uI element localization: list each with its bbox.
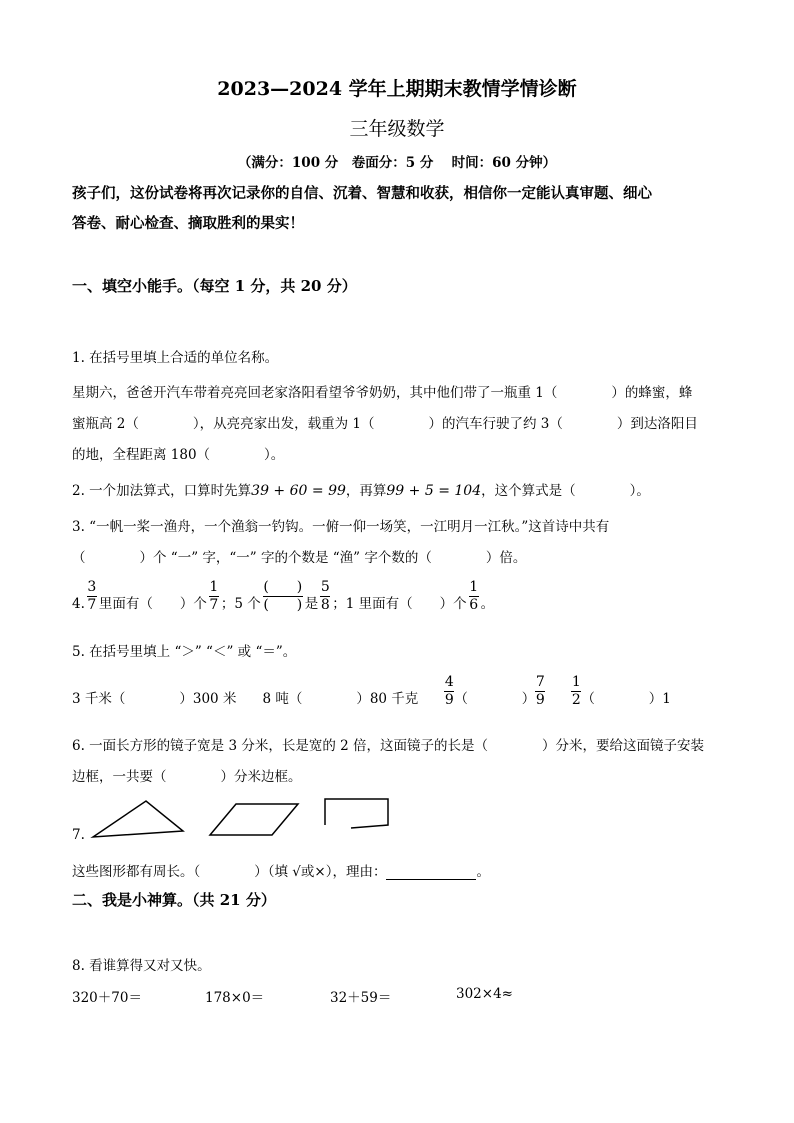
intro-line-2: 答卷、耐心检查、摘取胜利的果实！ xyxy=(72,215,304,232)
q5-items xyxy=(72,675,732,707)
q8-item-2: 178×0＝ xyxy=(205,990,265,1006)
q5-item-c-blank: （ ） xyxy=(454,691,536,708)
fraction-5-8: $\frac{5}{8}$ xyxy=(320,579,330,613)
fraction-1-6: $\frac{1}{6}$ xyxy=(469,579,479,613)
fraction-4-9: $\frac{4}{9}$ xyxy=(444,674,454,708)
q8-item-1: 320＋70＝ xyxy=(72,990,142,1006)
intro-line-1: 孩子们，这份试卷将再次记录你的自信、沉着、智慧和收获，相信你一定能认真审题、细心 xyxy=(72,185,652,202)
q2-pre: 2. 一个加法算式，口算时先算 xyxy=(72,483,252,499)
q8-stem: 8. 看谁算得又对又快。 xyxy=(72,958,211,974)
q3-line-2: （ ）个 “一” 字，“一” 字的个数是 “渔” 字个数的（ ）倍。 xyxy=(72,550,527,566)
q7-number: 7. xyxy=(72,827,85,843)
q4-text-2: ；5 个 xyxy=(220,596,261,613)
q5-item-b: 8 吨（ ）80 千克 xyxy=(262,691,419,708)
q2 xyxy=(72,479,650,499)
exam-info: （满分：100 分 卷面分：5 分 时间：60 分钟） xyxy=(237,155,557,171)
q4-number: 4. xyxy=(72,596,85,613)
q7-text: 这些图形都有周长。（ ）（填 √或×），理由： xyxy=(72,864,387,880)
triangle-shape xyxy=(93,801,183,837)
q7-end: 。 xyxy=(476,864,490,880)
reason-blank[interactable] xyxy=(386,865,476,880)
fraction-3-7: $\frac{3}{7}$ xyxy=(87,579,97,613)
fraction-1-2: $\frac{1}{2}$ xyxy=(571,674,581,708)
q7-line xyxy=(72,860,490,880)
q2-equation-1: 39 + 60 = 99 xyxy=(251,483,346,499)
q4-text-1: 里面有（ ）个 xyxy=(98,596,207,613)
exam-subject: 三年级数学 xyxy=(349,118,445,140)
q6-line-1: 6. 一面长方形的镜子宽是 3 分米，长是宽的 2 倍，这面镜子的长是（ ）分米，要给这面镜子安装 xyxy=(72,738,705,754)
section-1-title: 一、填空小能手。（每空 1 分，共 20 分） xyxy=(72,277,357,295)
q1-line-1: 星期六，爸爸开汽车带着亮亮回老家洛阳看望爷爷奶奶，其中他们带了一瓶重 1（ ）的蜂蜜，蜂 xyxy=(72,385,693,401)
section-2-title: 二、我是小神算。（共 21 分） xyxy=(72,891,276,909)
q5-item-a: 3 千米（ ）300 米 xyxy=(72,691,237,708)
q1-stem: 1. 在括号里填上合适的单位名称。 xyxy=(72,350,279,366)
q2-equation-2: 99 + 5 = 104 xyxy=(386,483,482,499)
fraction-1-7: $\frac{1}{7}$ xyxy=(209,579,219,613)
q3-line-1: 3. “一帆一桨一渔舟，一个渔翁一钓钩。一俯一仰一场笑，一江明月一江秋。”这首诗中共有 xyxy=(72,519,610,535)
open-shape xyxy=(325,799,388,828)
fraction-7-9: $\frac{7}{9}$ xyxy=(535,674,545,708)
q4-text-5: 。 xyxy=(480,596,495,613)
q4-text-4: ；1 里面有（ ）个 xyxy=(332,596,467,613)
parallelogram-shape xyxy=(210,804,298,835)
q5-item-d: （ ）1 xyxy=(581,691,671,708)
q8-item-4: 302×4≈ xyxy=(456,986,513,1002)
q7-shapes xyxy=(88,795,398,840)
q2-mid: ，再算 xyxy=(345,483,387,499)
exam-title: 2023—2024 学年上期期末教情学情诊断 xyxy=(217,78,577,100)
q6-line-2: 边框，一共要（ ）分米边框。 xyxy=(72,769,302,785)
fraction-blank: $\frac{( )}{( )}$ xyxy=(263,579,303,613)
q4 xyxy=(72,580,494,612)
q1-line-2: 蜜瓶高 2（ ），从亮亮家出发，载重为 1（ ）的汽车行驶了约 3（ ）到达洛阳目 xyxy=(72,416,698,432)
q4-text-3: 是 xyxy=(304,596,319,613)
q8-item-3: 32＋59＝ xyxy=(330,990,392,1006)
q1-line-3: 的地，全程距离 180（ ）。 xyxy=(72,447,285,463)
q2-post: ，这个算式是（ ）。 xyxy=(481,483,650,499)
q5-stem: 5. 在括号里填上 “＞” “＜” 或 “＝”。 xyxy=(72,644,297,660)
